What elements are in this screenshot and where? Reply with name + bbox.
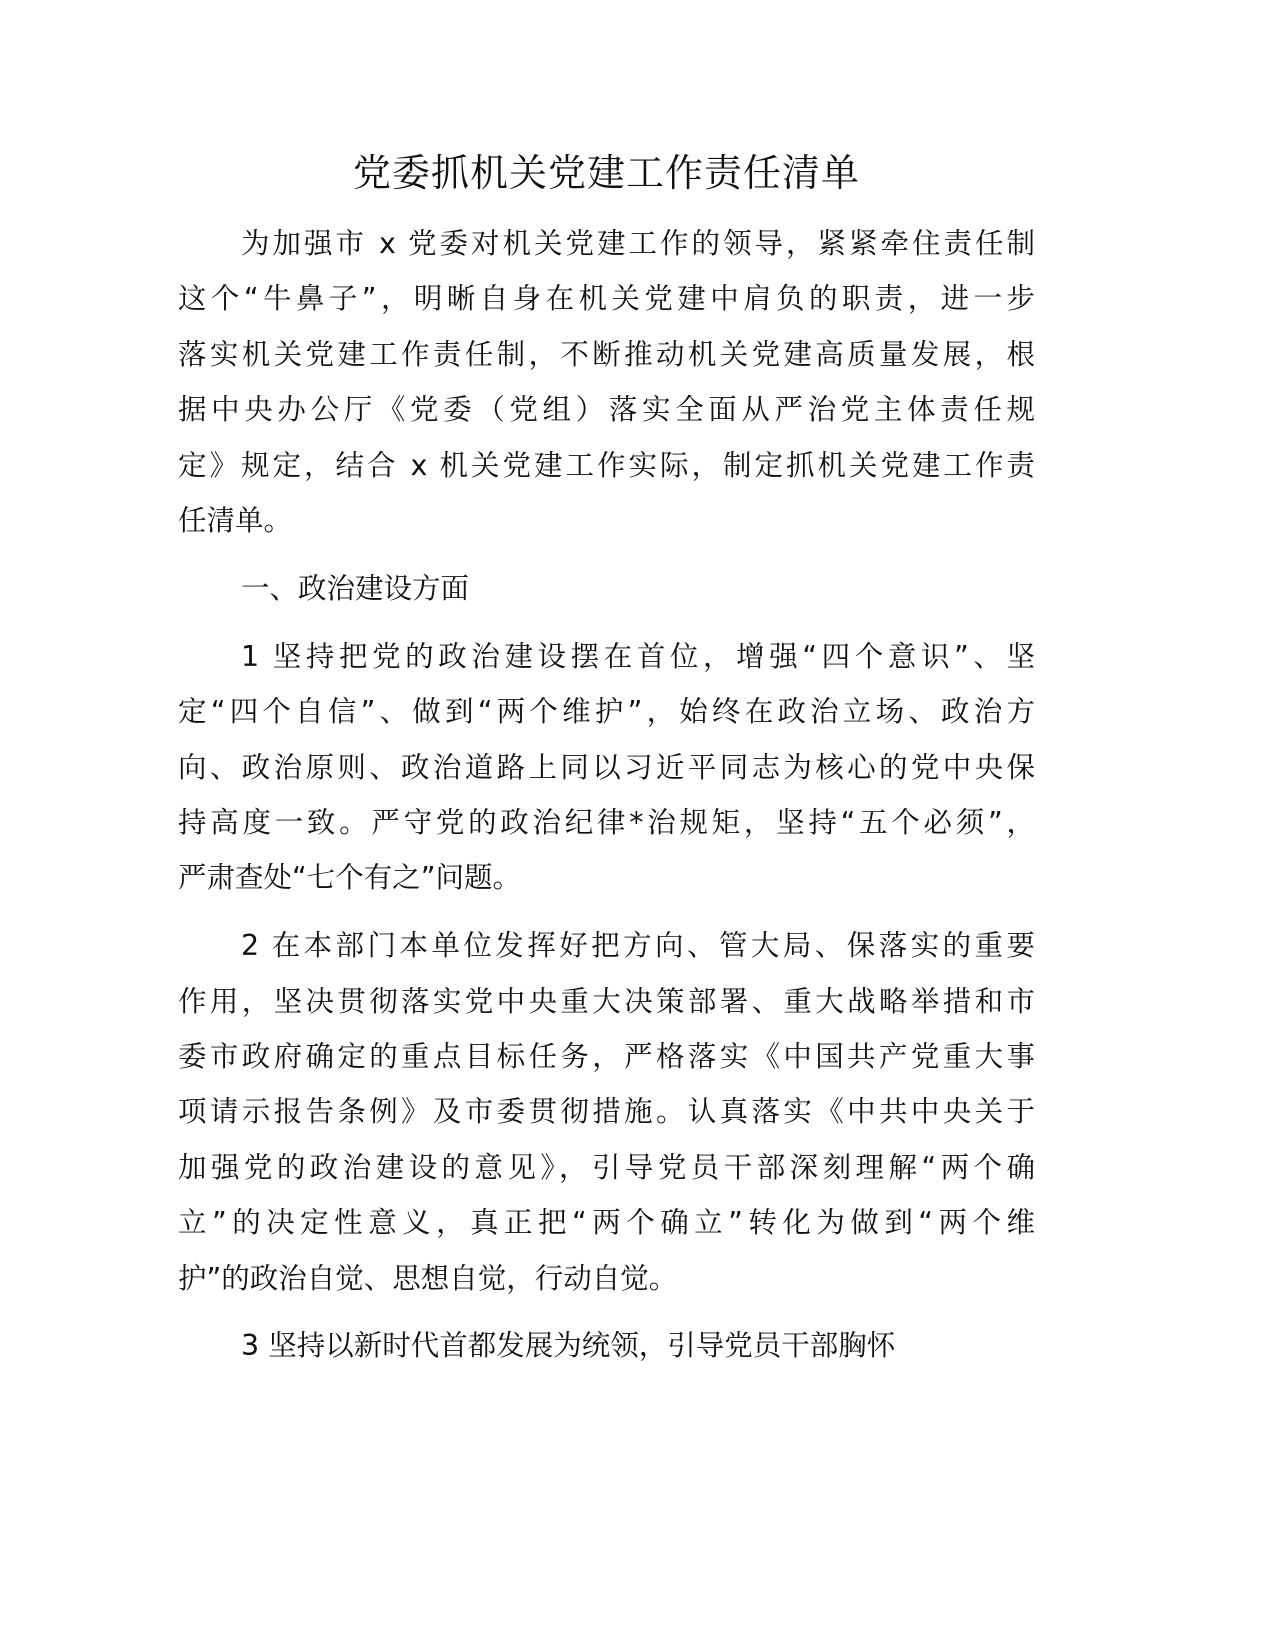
- text-line: 1 坚持把党的政治建设摆在首位，增强“四个意识”、坚: [241, 639, 1035, 673]
- text-line: 委市政府确定的重点目标任务，严格落实《中国共产党重大事: [178, 1039, 1035, 1073]
- text-line: 任清单。: [178, 503, 293, 537]
- text-line: 据中央办公厅《党委（党组）落实全面从严治党主体责任规: [178, 393, 1035, 427]
- text-line: 护”的政治自觉、思想自觉，行动自觉。: [178, 1261, 678, 1295]
- document-body: [178, 216, 1035, 1386]
- section-heading: [178, 561, 1035, 616]
- text-line: 项请示报告条例》及市委贯彻措施。认真落实《中共中央关于: [178, 1095, 1035, 1129]
- text-line: 一、政治建设方面: [241, 571, 470, 605]
- text-line: 为加强市 x 党委对机关党建工作的领导，紧紧牵住责任制: [241, 227, 1035, 260]
- text-line: 加强党的政治建设的意见》，引导党员干部深刻理解“两个确: [178, 1150, 1035, 1184]
- text-line: 立”的决定性意义，真正把“两个确立”转化为做到“两个维: [178, 1206, 1035, 1240]
- text-line: 3 坚持以新时代首都发展为统领，引导党员干部胸怀: [241, 1329, 896, 1363]
- text-line: 2 在本部门本单位发挥好把方向、管大局、保落实的重要: [241, 929, 1035, 963]
- text-line: 作用，坚决贯彻落实党中央重大决策部署、重大战略举措和市: [178, 984, 1035, 1018]
- paragraph: [178, 216, 1035, 548]
- text-line: 持高度一致。严守党的政治纪律*治规矩，坚持“五个必须”，: [178, 805, 1035, 839]
- paragraph: [178, 918, 1035, 1306]
- text-line: 落实机关党建工作责任制，不断推动机关党建高质量发展，根: [178, 337, 1035, 371]
- text-line: 严肃查处“七个有之”问题。: [178, 861, 522, 895]
- paragraph: [178, 1318, 1035, 1373]
- text-line: 定》规定，结合 x 机关党建工作实际，制定抓机关党建工作责: [178, 448, 1035, 482]
- text-line: 定“四个自信”、做到“两个维护”，始终在政治立场、政治方: [178, 695, 1035, 729]
- document-title: 党委抓机关党建工作责任清单: [352, 151, 860, 195]
- text-line: 这个“牛鼻子”，明晰自身在机关党建中肩负的职责，进一步: [178, 282, 1035, 316]
- paragraph: [178, 629, 1035, 906]
- text-line: 向、政治原则、政治道路上同以习近平同志为核心的党中央保: [178, 750, 1035, 784]
